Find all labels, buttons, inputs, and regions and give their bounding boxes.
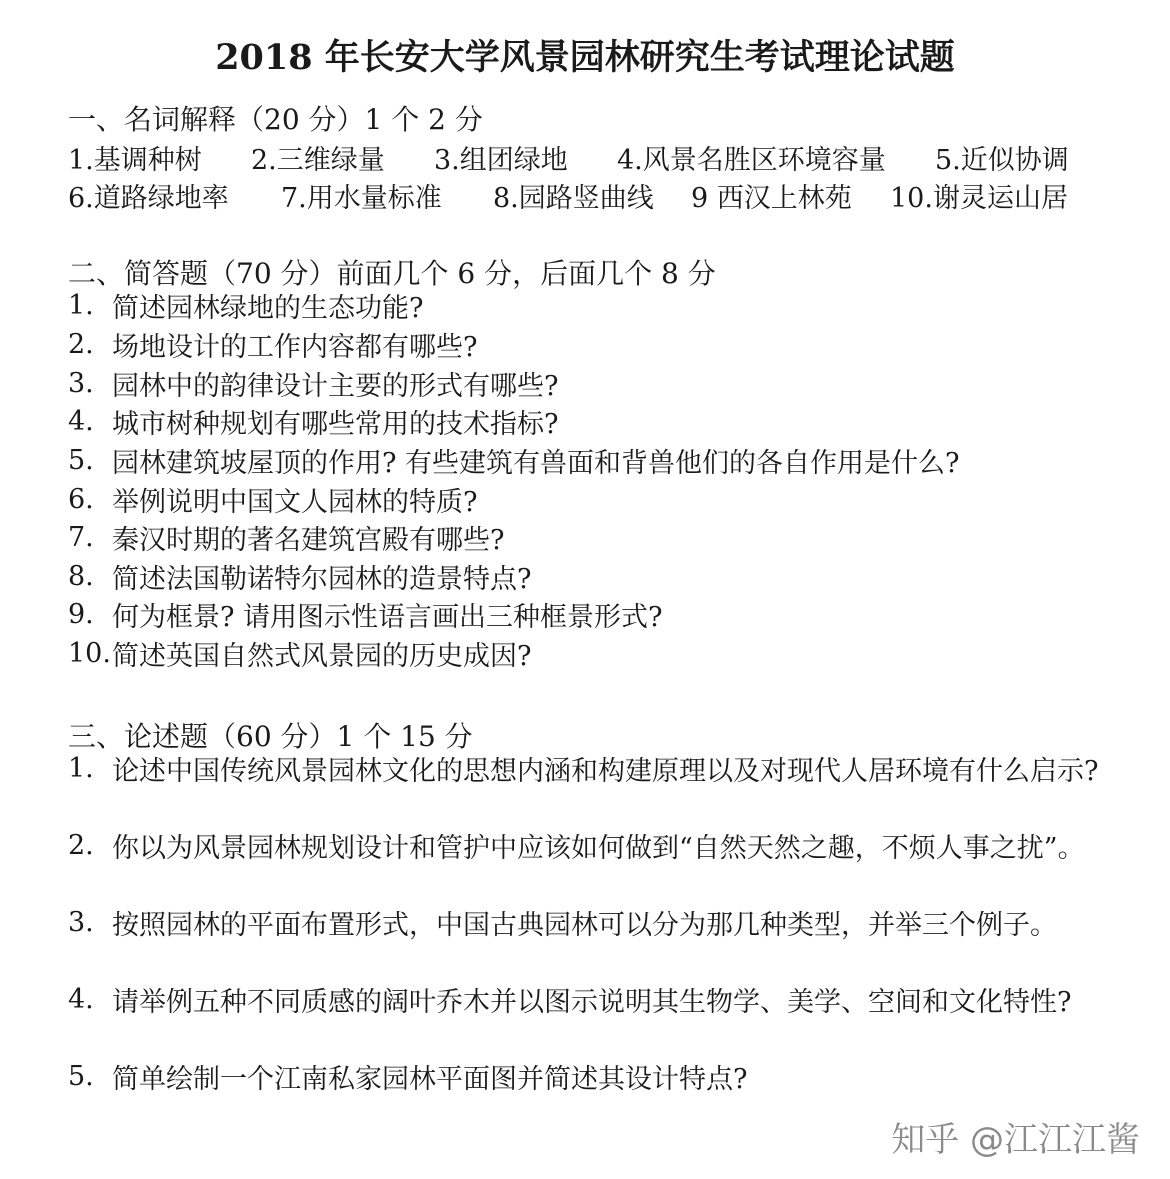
question-text: 园林中的韵律设计主要的形式有哪些? <box>112 371 559 402</box>
term-item: 4.风景名胜区环境容量 <box>617 145 886 176</box>
question-text: 论述中国传统风景园林文化的思想内涵和构建原理以及对现代人居环境有什么启示? <box>112 756 1099 787</box>
question-item <box>68 368 1108 406</box>
term-item: 5.近似协调 <box>935 145 1069 176</box>
question-text: 何为框景? 请用图示性语言画出三种框景形式? <box>112 602 663 633</box>
question-number: 5. <box>68 445 94 476</box>
question-text: 你以为风景园林规划设计和管护中应该如何做到“自然天然之趣，不烦人事之扰”。 <box>112 833 1085 864</box>
question-text: 简述英国自然式风景园的历史成因? <box>112 641 532 672</box>
term-item: 2.三维绿量 <box>251 145 385 176</box>
question-item <box>68 599 1108 637</box>
question-text: 按照园林的平面布置形式，中国古典园林可以分为那几种类型，并举三个例子。 <box>112 910 1057 941</box>
term-item: 1.基调种树 <box>68 145 202 176</box>
question-item <box>68 522 1108 560</box>
question-item <box>68 445 1108 483</box>
question-item <box>68 638 1108 676</box>
question-item <box>68 406 1108 444</box>
question-number: 2. <box>68 329 94 360</box>
question-number: 3. <box>68 907 94 938</box>
question-number: 4. <box>68 406 94 437</box>
question-item <box>68 329 1108 367</box>
question-text: 城市树种规划有哪些常用的技术指标? <box>112 409 559 440</box>
essay-item <box>68 907 1108 945</box>
essay-item <box>68 984 1108 1022</box>
question-item <box>68 561 1108 599</box>
question-number: 6. <box>68 484 94 515</box>
section-1-heading: 一、名词解释（20 分）1 个 2 分 <box>68 103 483 136</box>
section-2-heading: 二、简答题（70 分）前面几个 6 分，后面几个 8 分 <box>68 257 716 290</box>
question-number: 1. <box>68 290 94 321</box>
essay-item <box>68 830 1108 868</box>
question-text: 秦汉时期的著名建筑宫殿有哪些? <box>112 525 505 556</box>
question-number: 7. <box>68 522 94 553</box>
question-text: 简述法国勒诺特尔园林的造景特点? <box>112 564 532 595</box>
term-item: 3.组团绿地 <box>434 145 568 176</box>
term-item: 6.道路绿地率 <box>68 183 229 214</box>
terms-row-1 <box>68 138 1108 174</box>
question-text: 简述园林绿地的生态功能? <box>112 293 424 324</box>
term-item: 8.园路竖曲线 <box>493 183 654 214</box>
question-number: 10. <box>68 638 111 669</box>
essay-item <box>68 1061 1108 1099</box>
section-3-heading: 三、论述题（60 分）1 个 15 分 <box>68 720 473 753</box>
question-item <box>68 484 1108 522</box>
question-text: 举例说明中国文人园林的特质? <box>112 487 478 518</box>
term-item: 9 西汉上林苑 <box>691 183 852 214</box>
essay-item <box>68 753 1108 791</box>
question-text: 简单绘制一个江南私家园林平面图并简述其设计特点? <box>112 1064 748 1095</box>
term-item: 10.谢灵运山居 <box>890 183 1068 214</box>
watermark-text: 知乎 @江江江酱 <box>891 1120 1140 1160</box>
question-number: 3. <box>68 368 94 399</box>
terms-row-2 <box>68 176 1108 212</box>
question-number: 1. <box>68 753 94 784</box>
question-text: 园林建筑坡屋顶的作用? 有些建筑有兽面和背兽他们的各自作用是什么? <box>112 448 960 479</box>
question-text: 场地设计的工作内容都有哪些? <box>112 332 478 363</box>
question-number: 4. <box>68 984 94 1015</box>
term-item: 7.用水量标准 <box>281 183 442 214</box>
exam-title: 2018 年长安大学风景园林研究生考试理论试题 <box>215 37 955 78</box>
question-number: 5. <box>68 1061 94 1092</box>
question-number: 8. <box>68 561 94 592</box>
question-number: 2. <box>68 830 94 861</box>
question-number: 9. <box>68 599 94 630</box>
question-item <box>68 290 1108 328</box>
question-text: 请举例五种不同质感的阔叶乔木并以图示说明其生物学、美学、空间和文化特性? <box>112 987 1072 1018</box>
